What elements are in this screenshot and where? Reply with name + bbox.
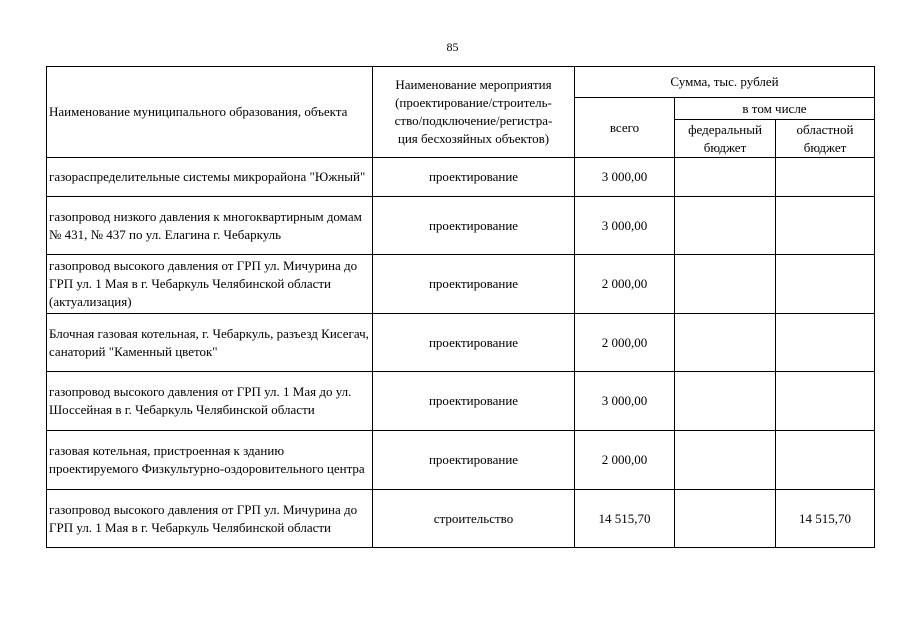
table-row xyxy=(47,314,875,372)
row-total: 3 000,00 xyxy=(575,197,675,255)
row-name: газораспределительные системы микрорайона "Южный" xyxy=(47,158,373,197)
table-row xyxy=(47,158,875,197)
row-name: газопровод низкого давления к многоквартирным домам № 431, № 437 по ул. Елагина г. Чебаркуль xyxy=(47,197,373,255)
header-name: Наименование муниципального образования, объекта xyxy=(47,67,373,158)
header-sum: Сумма, тыс. рублей xyxy=(575,67,875,98)
funding-table xyxy=(46,66,875,548)
row-federal xyxy=(675,372,776,431)
row-regional xyxy=(776,431,875,490)
page-number: 85 xyxy=(446,40,459,54)
row-federal xyxy=(675,314,776,372)
row-event: проектирование xyxy=(373,255,575,314)
row-federal xyxy=(675,255,776,314)
table-row xyxy=(47,372,875,431)
row-federal xyxy=(675,490,776,548)
row-event: проектирование xyxy=(373,314,575,372)
row-name: газопровод высокого давления от ГРП ул. Мичурина до ГРП ул. 1 Мая в г. Чебаркуль Челябинской области (актуализация) xyxy=(47,255,373,314)
header-federal-line: бюджет xyxy=(703,139,747,155)
row-name: газопровод высокого давления от ГРП ул. Мичурина до ГРП ул. 1 Мая в г. Чебаркуль Челябинской области xyxy=(47,490,373,548)
table-row xyxy=(47,431,875,490)
header-total: всего xyxy=(575,98,675,158)
row-event: проектирование xyxy=(373,158,575,197)
row-federal xyxy=(675,158,776,197)
row-total: 3 000,00 xyxy=(575,158,675,197)
row-regional xyxy=(776,255,875,314)
row-regional xyxy=(776,158,875,197)
row-name: Блочная газовая котельная, г. Чебаркуль, разъезд Кисегач, санаторий "Каменный цветок" xyxy=(47,314,373,372)
row-event: проектирование xyxy=(373,372,575,431)
header-including: в том числе xyxy=(675,98,875,120)
header-federal xyxy=(675,120,776,158)
row-event: проектирование xyxy=(373,197,575,255)
row-event: проектирование xyxy=(373,431,575,490)
header-event-line: Наименование мероприятия xyxy=(395,77,552,92)
header-event-line: ство/подключение/регистра- xyxy=(394,113,553,128)
row-event: строительство xyxy=(373,490,575,548)
table-row xyxy=(47,490,875,548)
header-event-line: (проектирование/строитель- xyxy=(395,95,552,110)
header-event xyxy=(373,67,575,158)
row-regional: 14 515,70 xyxy=(776,490,875,548)
header-federal-line: федеральный xyxy=(688,121,762,137)
row-regional xyxy=(776,372,875,431)
header-regional-line: областной xyxy=(796,121,854,137)
row-regional xyxy=(776,197,875,255)
header-event-line: ция бесхозяйных объектов) xyxy=(397,131,550,146)
row-federal xyxy=(675,431,776,490)
row-name: газопровод высокого давления от ГРП ул. 1 Мая до ул. Шоссейная в г. Чебаркуль Челябинской области xyxy=(47,372,373,431)
header-regional-line: бюджет xyxy=(803,139,847,155)
row-regional xyxy=(776,314,875,372)
row-total: 2 000,00 xyxy=(575,314,675,372)
row-total: 14 515,70 xyxy=(575,490,675,548)
row-federal xyxy=(675,197,776,255)
row-total: 2 000,00 xyxy=(575,431,675,490)
row-total: 3 000,00 xyxy=(575,372,675,431)
table-row xyxy=(47,197,875,255)
row-total: 2 000,00 xyxy=(575,255,675,314)
row-name: газовая котельная, пристроенная к зданию проектируемого Физкультурно-оздоровительного центра xyxy=(47,431,373,490)
header-regional xyxy=(776,120,875,158)
table-row xyxy=(47,255,875,314)
